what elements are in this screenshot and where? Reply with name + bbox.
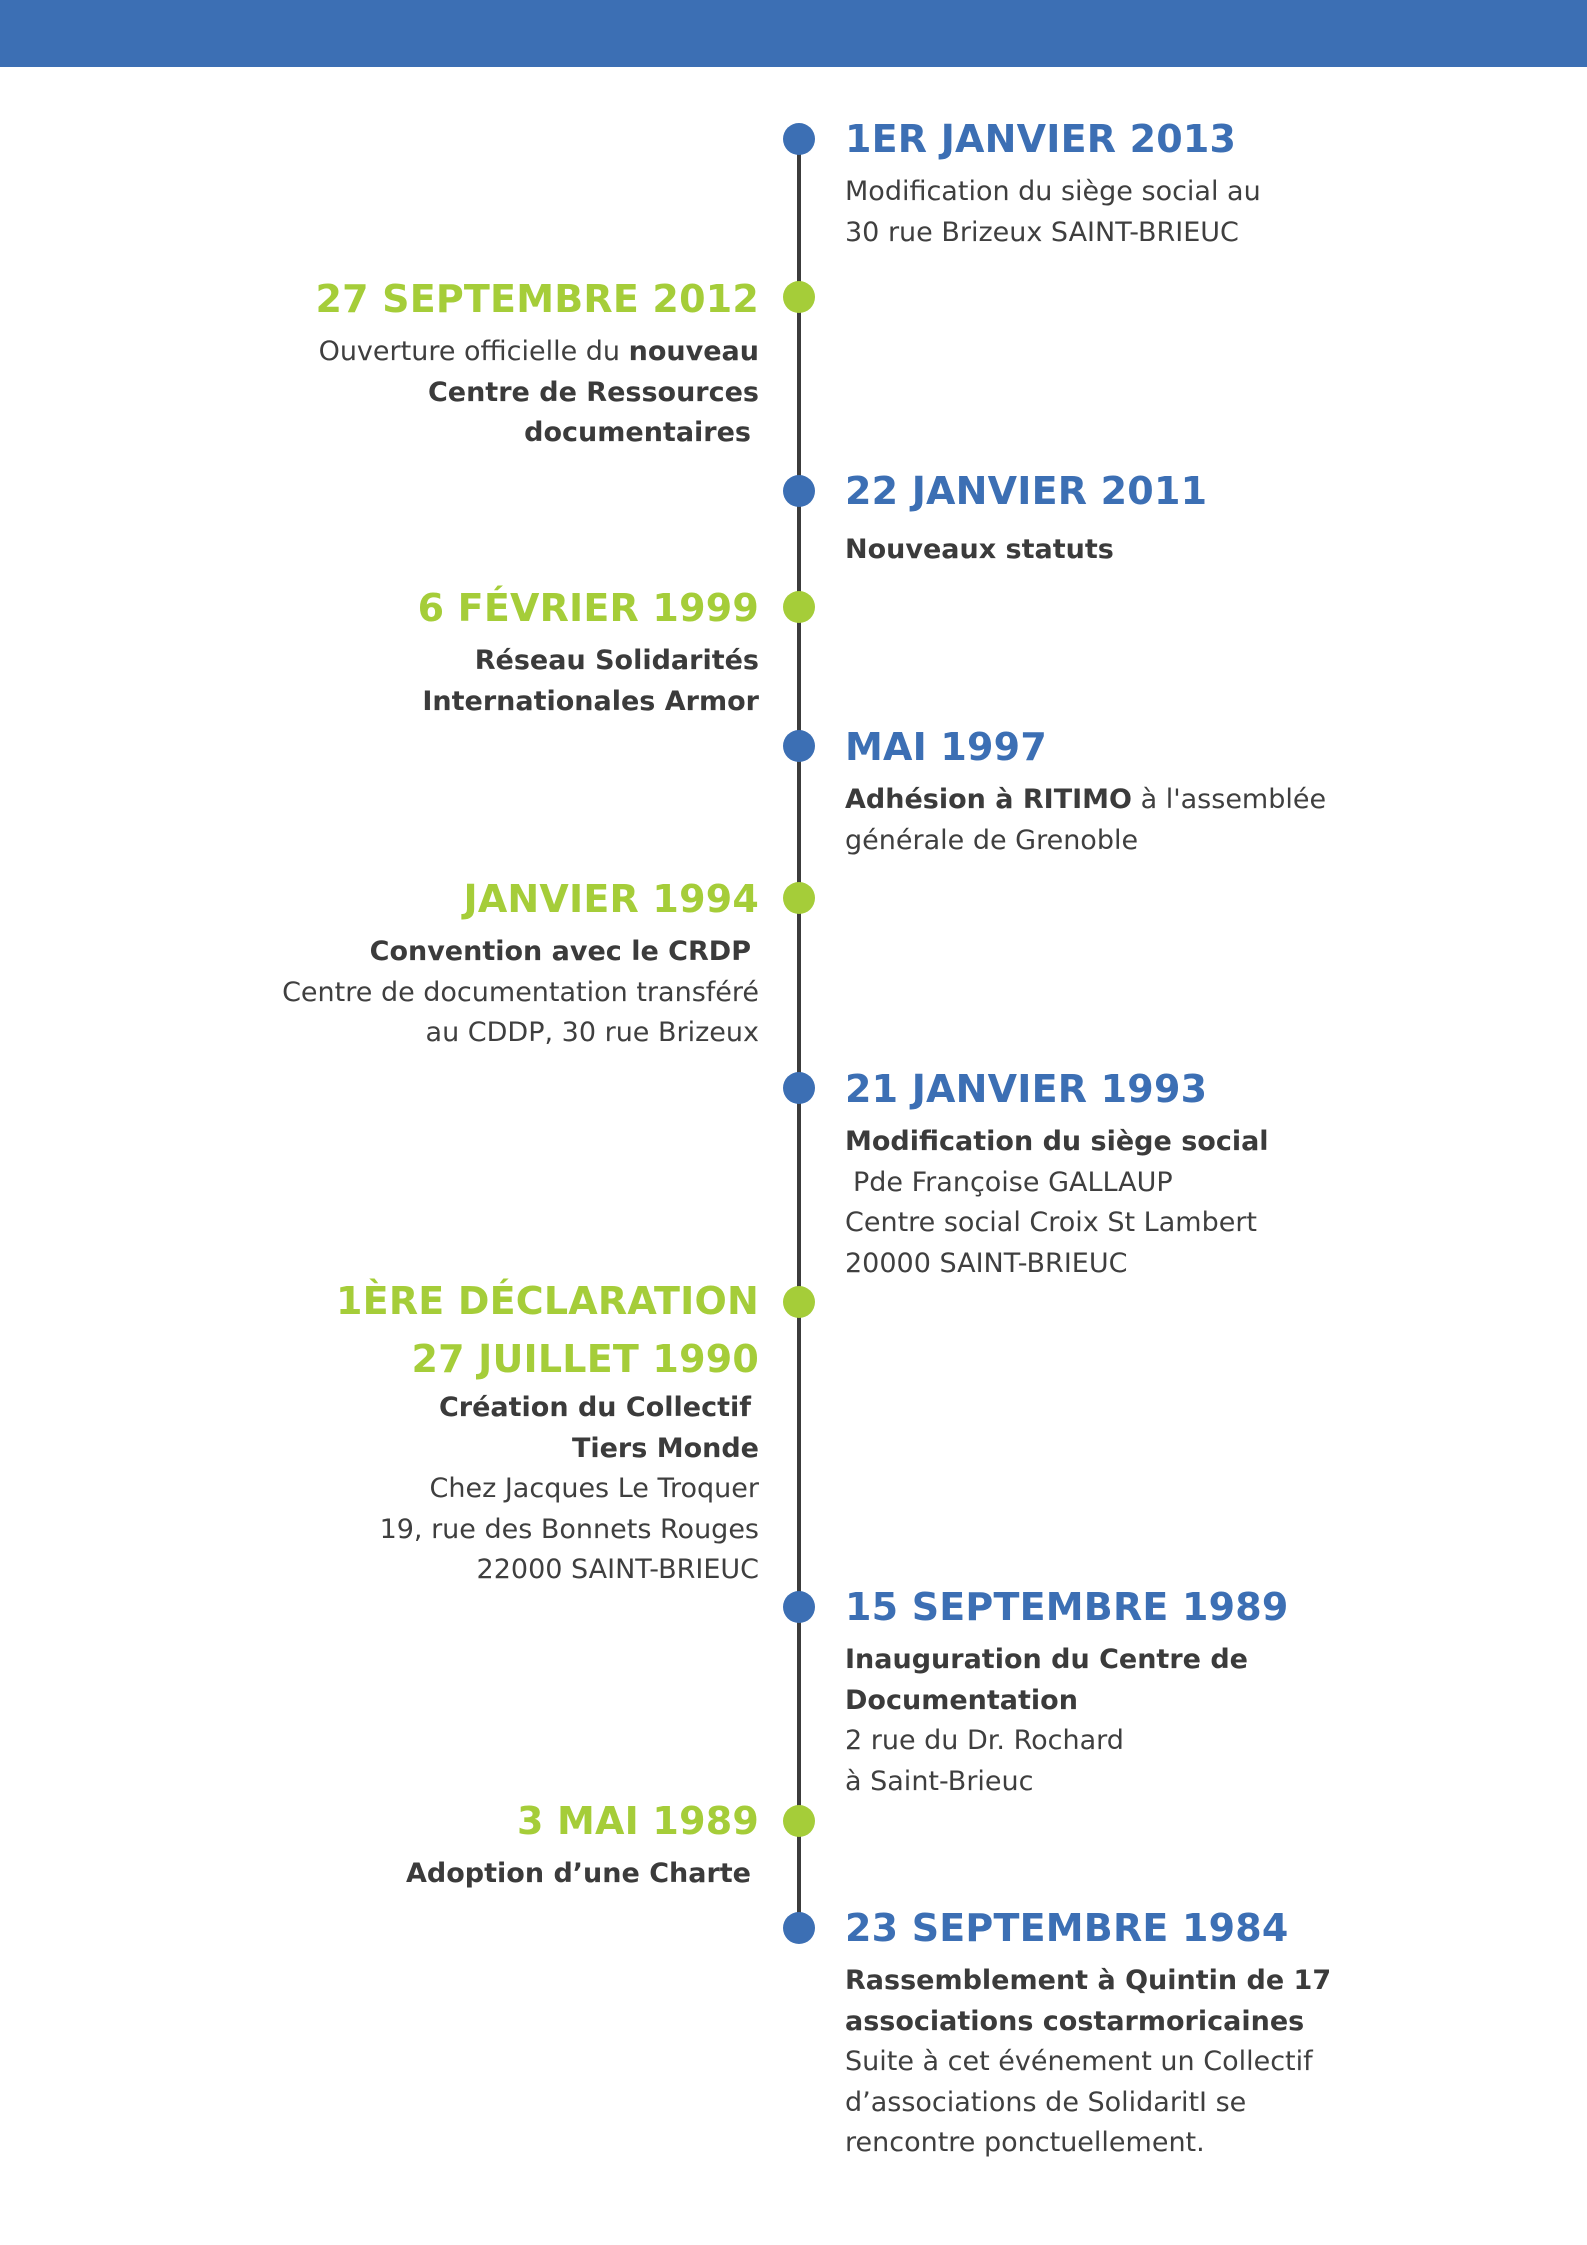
entry-date: 27 SEPTEMBRE 2012 — [315, 277, 759, 321]
timeline-dot — [783, 882, 815, 914]
description-line: Convention avec le CRDP — [369, 936, 751, 967]
timeline-dot — [783, 1591, 815, 1623]
description-line: Modification du siège social — [845, 1126, 1269, 1157]
timeline-dot — [783, 1805, 815, 1837]
description-line: Centre de Ressources — [427, 376, 759, 408]
timeline-entry-1994-01 — [139, 870, 759, 1054]
timeline-entry-1989-09 — [845, 1578, 1405, 1802]
entry-date: 1ÈRE DÉCLARATION — [336, 1279, 759, 1323]
entry-description — [845, 530, 1405, 571]
entry-date: MAI 1997 — [845, 725, 1047, 769]
timeline-dot — [783, 281, 815, 313]
entry-date: 22 JANVIER 2011 — [845, 469, 1208, 513]
timeline-axis — [797, 138, 801, 1929]
entry-description — [139, 932, 759, 1054]
description-line: Inauguration du Centre de — [845, 1644, 1248, 1675]
description-line: Pde Françoise GALLAUP — [853, 1166, 1173, 1198]
description-line: Adoption d’une Charte — [406, 1858, 751, 1889]
timeline-entry-1997-05 — [845, 718, 1405, 861]
description-line: Adhésion à RITIMO à l'assemblée — [845, 784, 1327, 815]
timeline-entry-1993-01 — [845, 1060, 1405, 1284]
timeline-dot — [783, 1286, 815, 1318]
timeline-entry-1984-09 — [845, 1899, 1405, 2164]
description-line: 22000 SAINT-BRIEUC — [476, 1554, 759, 1585]
entry-date: 21 JANVIER 1993 — [845, 1067, 1208, 1111]
description-line: Suite à cet événement un Collectif — [845, 2046, 1313, 2077]
description-line: Internationales Armor — [422, 685, 759, 717]
description-line: 20000 SAINT-BRIEUC — [845, 1247, 1128, 1279]
description-line: d’associations de SolidaritI se — [845, 2086, 1247, 2118]
entry-date: 1ER JANVIER 2013 — [845, 117, 1237, 161]
description-line: 30 rue Brizeux SAINT-BRIEUC — [845, 216, 1239, 248]
header-bar — [0, 0, 1587, 67]
description-line: Modification du siège social au — [845, 176, 1261, 207]
description-line: Rassemblement à Quintin de 17 — [845, 1965, 1332, 1996]
entry-description — [139, 1854, 759, 1895]
timeline-entry-1999-02 — [139, 579, 759, 722]
description-line: rencontre ponctuellement. — [845, 2127, 1205, 2158]
entry-description — [139, 1388, 759, 1591]
timeline-entry-2011-01 — [845, 462, 1405, 571]
entry-date-secondary: 27 JUILLET 1990 — [411, 1337, 759, 1381]
timeline-entry-2012-09 — [139, 270, 759, 454]
description-line: Centre de documentation transféré — [282, 976, 759, 1008]
entry-description — [139, 332, 759, 454]
description-line: 2 rue du Dr. Rochard — [845, 1725, 1124, 1756]
entry-description — [845, 1122, 1405, 1284]
description-line: Tiers Monde — [571, 1432, 759, 1464]
timeline-entry-1990-07 — [139, 1272, 759, 1591]
timeline-dot — [783, 591, 815, 623]
timeline-dot — [783, 1072, 815, 1104]
timeline-entry-2013-01 — [845, 110, 1405, 253]
description-line: Réseau Solidarités — [474, 645, 759, 676]
entry-date: 23 SEPTEMBRE 1984 — [845, 1906, 1289, 1950]
timeline-dot — [783, 123, 815, 155]
description-line: Chez Jacques Le Troquer — [429, 1473, 759, 1504]
description-line: générale de Grenoble — [845, 824, 1139, 856]
description-line: Centre social Croix St Lambert — [845, 1207, 1258, 1238]
entry-description — [845, 1640, 1405, 1802]
description-line: Nouveaux statuts — [845, 534, 1114, 565]
timeline-entry-1989-05 — [139, 1792, 759, 1895]
description-line: au CDDP, 30 rue Brizeux — [425, 1017, 759, 1048]
description-line: 19, rue des Bonnets Rouges — [379, 1513, 759, 1545]
entry-date: JANVIER 1994 — [463, 877, 759, 921]
entry-description — [845, 780, 1405, 861]
timeline-dot — [783, 475, 815, 507]
entry-date: 3 MAI 1989 — [516, 1799, 759, 1843]
description-line: Ouverture officielle du nouveau — [318, 336, 759, 367]
entry-description — [845, 1961, 1405, 2164]
timeline-dot — [783, 730, 815, 762]
entry-date: 15 SEPTEMBRE 1989 — [845, 1585, 1289, 1629]
description-line: associations costarmoricaines — [845, 2005, 1305, 2037]
description-line: Documentation — [845, 1684, 1078, 1716]
timeline-dot — [783, 1912, 815, 1944]
entry-date: 6 FÉVRIER 1999 — [417, 586, 759, 630]
entry-description — [139, 641, 759, 722]
description-line: à Saint-Brieuc — [845, 1765, 1034, 1797]
entry-description — [845, 172, 1405, 253]
description-line: documentaires — [524, 417, 751, 448]
description-line: Création du Collectif — [438, 1392, 751, 1423]
